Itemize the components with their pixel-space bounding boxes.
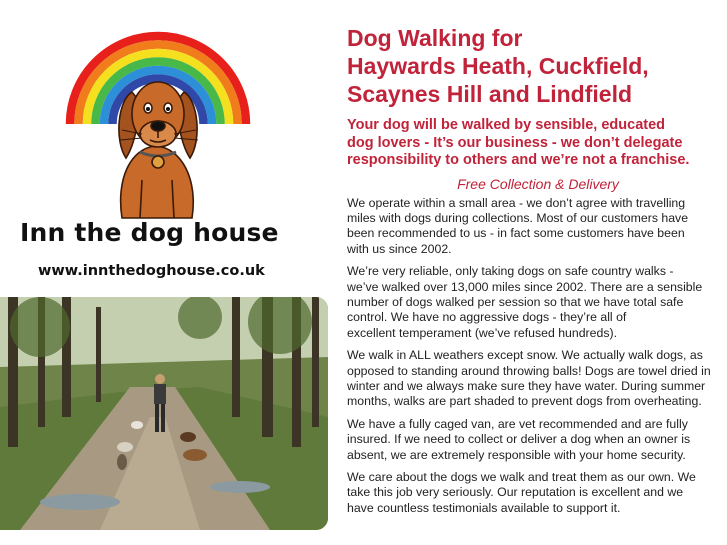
paragraph-line: control. We have no aggressive dogs - they’re all of xyxy=(347,310,627,325)
body-paragraph xyxy=(347,417,719,463)
paragraph-line: number of dogs walked per session so that we have total safe xyxy=(347,294,684,309)
page-title xyxy=(347,24,719,108)
dog-walk-photo xyxy=(0,297,328,530)
paragraph-line: We have a fully caged van, are vet recommended and are fully xyxy=(347,416,688,431)
paragraph-line: take this job very seriously. Our reputation is excellent and we xyxy=(347,485,684,500)
tagline-line: responsibility to others and we’re not a franchise. xyxy=(347,152,690,168)
body-paragraph xyxy=(347,470,719,516)
paragraph-line: excellent temperament (we’ve refused hundreds). xyxy=(347,325,617,340)
logo xyxy=(60,30,260,220)
paragraph-line: We care about the dogs we walk and treat them as our own. We xyxy=(347,470,696,484)
paragraph-line: been recommended to us - in fact some customers have been xyxy=(347,226,685,241)
body-paragraph xyxy=(347,264,719,341)
body-paragraph xyxy=(347,348,719,410)
tagline-line: Your dog will be walked by sensible, educated xyxy=(347,117,666,133)
paragraph-line: months, walks are part shaded to prevent dogs from overheating. xyxy=(347,394,702,409)
free-collection-note: Free Collection & Delivery xyxy=(457,175,619,192)
title-line: Haywards Heath, Cuckfield, xyxy=(347,53,649,79)
paragraph-line: opposed to standing around throwing balls! Dogs are towel dried in xyxy=(347,363,711,378)
paragraph-line: have countless testimonials available to support it. xyxy=(347,500,621,515)
paragraph-line: insured. If we need to collect or deliver a dog when an owner is xyxy=(347,432,691,447)
body-paragraph xyxy=(347,196,719,258)
paragraph-line: miles with dogs during collections. Most of our customers have xyxy=(347,210,689,225)
main-content xyxy=(347,24,719,516)
tagline-line: dog lovers - It’s our business - we don’t delegate xyxy=(347,134,683,151)
paragraph-line: we’ve walked over 13,000 miles since 2002. There are a sensible xyxy=(347,279,703,294)
paragraph-line: absent, we are extremely responsible with your home security. xyxy=(347,447,686,462)
brand-name: Inn the dog house xyxy=(20,218,279,247)
website-url: www.innthedoghouse.co.uk xyxy=(38,263,265,279)
dog-mascot-icon xyxy=(119,82,198,218)
tagline xyxy=(347,117,719,170)
paragraph-line: We’re very reliable, only taking dogs on safe country walks - xyxy=(347,264,674,279)
paragraph-line: winter and we always make sure they have water. During summer xyxy=(347,378,706,393)
paragraph-line: We walk in ALL weathers except snow. We actually walk dogs, as xyxy=(347,348,703,363)
title-line: Dog Walking for xyxy=(347,25,523,51)
paragraph-line: with us since 2002. xyxy=(347,241,452,256)
paragraph-line: We operate within a small area - we don’t agree with travelling xyxy=(347,195,686,210)
title-line: Scaynes Hill and Lindfield xyxy=(347,81,633,107)
